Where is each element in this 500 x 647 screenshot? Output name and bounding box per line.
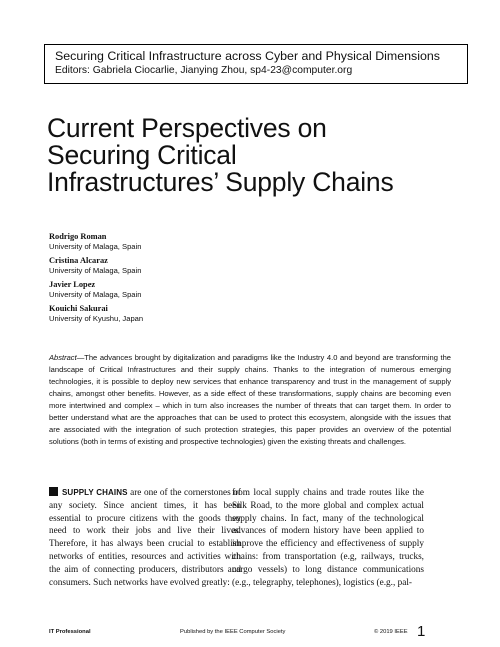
body-column-left — [49, 487, 241, 589]
article-title — [47, 115, 467, 196]
author-entry — [49, 256, 143, 276]
department-header — [44, 44, 468, 84]
author-name: Kouichi Sakurai — [49, 304, 108, 313]
body-text-left: are one of the cornerstones of any society. Since ancient times, it has been essential to procure citizens with the goods they need to work their jobs and live their lives. Therefore, it has always been crucial to establish networks of entities, resources and activities with the aim of connecting producers, distributors and consumers. Such networks have evolved greatly: — [49, 488, 241, 588]
department-editors: Editors: Gabriela Ciocarlie, Jianying Zhou, sp4-23@computer.org — [55, 65, 353, 76]
page-number: 1 — [417, 623, 426, 640]
abstract — [49, 352, 451, 448]
footer-copyright: © 2019 IEEE — [374, 629, 408, 635]
author-entry — [49, 232, 143, 252]
footer-publisher: Published by the IEEE Computer Society — [180, 629, 286, 635]
square-bullet-icon — [49, 487, 58, 496]
title-line: Securing Critical — [47, 140, 237, 170]
body-text-right: from local supply chains and trade routes like the Silk Road, to the more global and complex actual supply chains. In fact, many of the technological advances of modern history have been applied to improve the efficiency and effectiveness of supply chains: from transportation (e.g, railways, trucks, cargo vessels) to long distance communications (e.g., telegraphy, telephones), logistics (e.g., pal- — [232, 488, 424, 588]
abstract-label: Abstract — [49, 353, 77, 362]
body-column-right — [232, 487, 424, 589]
abstract-text: —The advances brought by digitalization and paradigms like the Industry 4.0 and beyond are transforming the landscape of Critical Infrastructures and their supply chains. Thanks to the integration of numerous emerging technologies, it is possible to deploy new services that enhance transparency and trust in the management of supply chains, amongst other benefits. However, as a side effect of these transformations, supply chains are becoming even more intertwined and complex – which in turn also increases the number of threats that can target them. In order to better understand what are the approaches that can be used to protect this ecosystem, alongside with the issues that are associated with the integration of such protection strategies, this paper provides an overview of the potential solutions (both in terms of existing and prospective technologies) given the existing threats and challenges. — [49, 353, 451, 446]
title-line: Current Perspectives on — [47, 113, 327, 143]
footer-journal: IT Professional — [49, 629, 91, 635]
author-affiliation: University of Malaga, Spain — [49, 290, 142, 299]
title-line: Infrastructures’ Supply Chains — [47, 167, 394, 197]
author-entry — [49, 304, 143, 324]
author-list — [49, 232, 143, 328]
author-name: Javier Lopez — [49, 280, 96, 289]
lead-in: SUPPLY CHAINS — [62, 488, 128, 497]
author-affiliation: University of Malaga, Spain — [49, 242, 142, 251]
department-title: Securing Critical Infrastructure across Cyber and Physical Dimensions — [55, 49, 440, 63]
author-name: Rodrigo Roman — [49, 232, 107, 241]
author-affiliation: University of Malaga, Spain — [49, 266, 142, 275]
author-affiliation: University of Kyushu, Japan — [49, 314, 144, 323]
author-entry — [49, 280, 143, 300]
author-name: Cristina Alcaraz — [49, 256, 108, 265]
